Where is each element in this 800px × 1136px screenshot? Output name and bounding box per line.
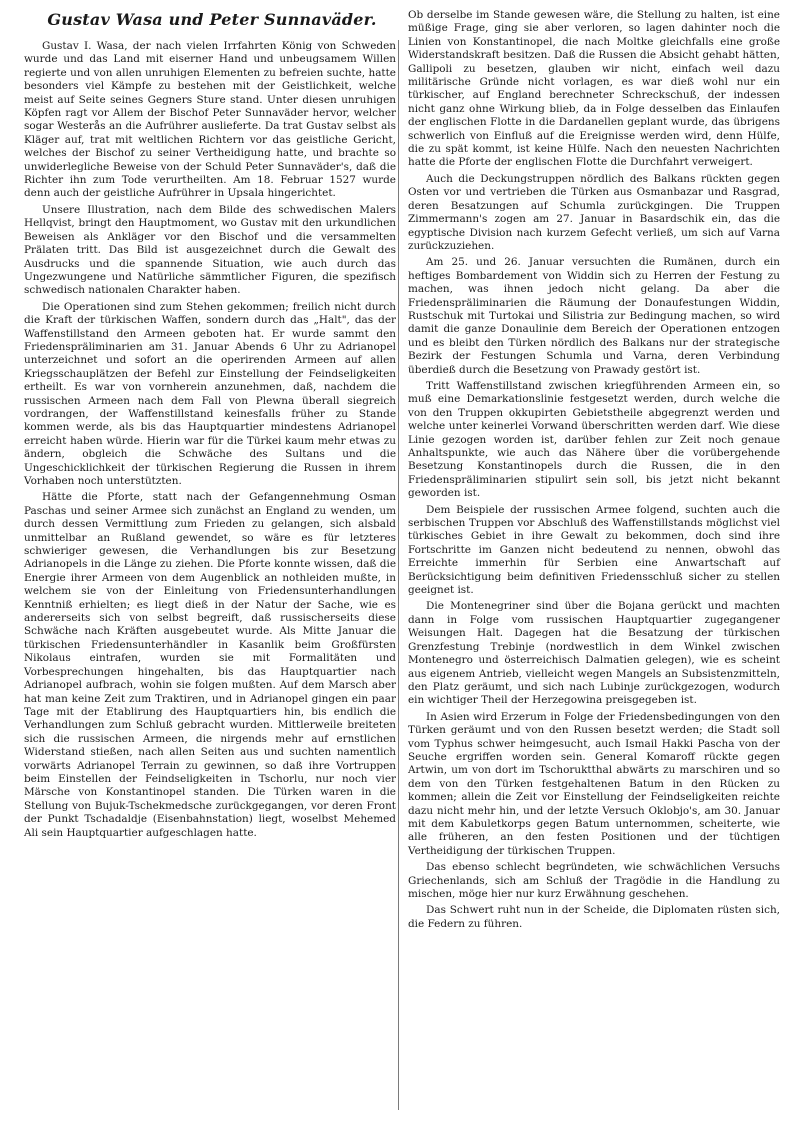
paragraph: Die Operationen sind zum Stehen gekommen; freilich nicht durch die Kraft der türkischen Waffen, sondern durch das „Halt", das der Waffenstillstand den Armeen geboten hat. Er wurde sammt den Friedenspräliminarien am 31. Januar Abends 6 Uhr zu Adrianopel unterzeichnet und sofort an die operirenden Armeen auf allen Kriegsschauplätzen der Befehl zur Einstellung der Feindseligkeiten ertheilt. Es war von vornherein anzunehmen, daß, nachdem die russischen Armeen nach dem Fall von Plewna überall siegreich vordrangen, der Waffenstillstand keinesfalls früher zu Stande kommen werde, als bis das Hauptquartier mindestens Adrianopel erreicht haben würde. Hierin war für die Türkei kaum mehr etwas zu ändern, obgleich die Schwäche des Sultans und die Ungeschicklichkeit der türkischen Regierung die Russen in ihrem Vorhaben noch unterstützten. xyxy=(24,300,396,487)
paragraph: Unsere Illustration, nach dem Bilde des schwedischen Malers Hellqvist, bringt den Hauptmoment, wo Gustav mit den urkundlichen Beweisen als Ankläger vor den Bischof und die versammelten Prälaten tritt. Das Bild ist ausgezeichnet durch die Gewalt des Ausdrucks und die spannende Situation, wie auch durch das Ungezwungene und Natürliche sämmtlicher Figuren, die spezifisch schwedisch nationalen Charakter haben. xyxy=(24,203,396,297)
paragraph: Hätte die Pforte, statt nach der Gefangennehmung Osman Paschas und seiner Armee sich zunächst an England zu wenden, um durch dessen Vermittlung zum Frieden zu gelangen, sich alsbald unmittelbar an Rußland gewendet, so wäre es für letzteres schwieriger gewesen, die Verhandlungen bis zur Besetzung Adrianopels in die Länge zu ziehen. Die Pforte konnte wissen, daß die Energie ihrer Armeen von dem Augenblick an nothleiden mußte, in welchem sie von der Einleitung von Friedensunterhandlungen Kenntniß erhielten; es liegt dieß in der Natur der Sache, wie es andererseits sich von selbst begreift, daß russischerseits diese Schwäche nach Kräften ausgebeutet wurde. Als Mitte Januar die türkischen Friedensunterhändler in Kasanlik beim Großfürsten Nikolaus eintrafen, wurden sie mit Formalitäten und Vorbesprechungen hingehalten, bis das Hauptquartier nach Adrianopel aufbrach, wohin sie folgen mußten. Auf dem Marsch aber hat man keine Zeit zum Traktiren, und in Adrianopel gingen ein paar Tage mit der Etablirung des Hauptquartiers hin, bis endlich die Verhandlungen zum Schluß gebracht wurden. Mittlerweile breiteten sich die russischen Armeen, die nirgends mehr auf ernstlichen Widerstand stießen, nach allen Seiten aus und suchten namentlich vorwärts Adrianopel Terrain zu gewinnen, so daß ihre Vortruppen beim Einstellen der Feindseligkeiten in Tschorlu, nur noch vier Märsche von Konstantinopel standen. Die Türken waren in die Stellung von Bujuk-Tschekmedsche zurückgegangen, vor deren Front der Punkt Tschadaldje (Eisenbahnstation) liegt, woselbst Mehemed Ali sein Hauptquartier aufgeschlagen hatte. xyxy=(24,491,396,839)
paragraph: Das ebenso schlecht begründeten, wie schwächlichen Versuchs Griechenlands, sich am Schluß der Tragödie in die Handlung zu mischen, möge hier nur kurz Erwähnung geschehen. xyxy=(408,861,780,900)
left-column xyxy=(24,40,396,843)
paragraph: Das Schwert ruht nun in der Scheide, die Diplomaten rüsten sich, die Federn zu führen. xyxy=(408,904,780,930)
paragraph: Am 25. und 26. Januar versuchten die Rumänen, durch ein heftiges Bombardement von Widdin sich zu Herren der Festung zu machen, was ihnen jedoch nicht gelang. Da aber die Friedenspräliminarien die Räumung der Donaufestungen Widdin, Rustschuk mit Turtokai und Silistria zur Bedingung machen, so wird damit die ganze Donaulinie dem Bereich der Operationen entzogen und es bleibt den Türken nördlich des Balkans nur der strategische Bezirk der Festungen Schumla und Varna, deren Verbindung überdieß durch die Besetzung von Prawady gestört ist. xyxy=(408,256,780,376)
paragraph: Die Montenegriner sind über die Bojana gerückt und machten dann in Folge vom russischen Hauptquartier zugegangener Weisungen Halt. Dagegen hat die Besatzung der türkischen Grenzfestung Trebinje (nordwestlich in dem Winkel zwischen Montenegro und österreichisch Dalmatien gelegen), wie es scheint aus eigenem Antrieb, vielleicht wegen Mangels an Subsistenzmitteln, den Platz geräumt, und sich nach Lubinje zurückgezogen, wodurch ein wichtiger Theil der Herzegowina preisgegeben ist. xyxy=(408,600,780,707)
paragraph: Auch die Deckungstruppen nördlich des Balkans rückten gegen Osten vor und vertrieben die Türken aus Osmanbazar und Rasgrad, deren Besatzungen auf Schumla zurückgingen. Die Truppen Zimmermann's zogen am 27. Januar in Basardschik ein, das die egyptische Division nach kurzem Gefecht verließ, um sich auf Varna zurückzuziehen. xyxy=(408,172,780,252)
paragraph: Dem Beispiele der russischen Armee folgend, suchten auch die serbischen Truppen vor Abschluß des Waffenstillstands möglichst viel türkisches Gebiet in ihre Gewalt zu bekommen, doch sind ihre Fortschritte im Ganzen nicht bedeutend zu nennen, obwohl das Erreichte immerhin für Serbien eine Anwartschaft auf Berücksichtigung beim definitiven Friedensschluß sicher zu stellen geeignet ist. xyxy=(408,503,780,597)
right-column xyxy=(408,9,780,934)
column-divider xyxy=(398,40,399,1110)
paragraph: Tritt Waffenstillstand zwischen kriegführenden Armeen ein, so muß eine Demarkationslinie festgesetzt werden, durch welche die von den Truppen okkupirten Gebietstheile abgegrenzt werden und welche unter keinerlei Vorwand überschritten werden darf. Wie diese Linie gezogen worden ist, darüber fehlen zur Zeit noch genaue Anhaltspunkte, wie auch das Nähere über die vorübergehende Besetzung Konstantinopels durch die Russen, die in den Friedenspräliminarien stipulirt sein soll, bis jetzt nicht bekannt geworden ist. xyxy=(408,379,780,500)
article-title: Gustav Wasa und Peter Sunnaväder. xyxy=(47,10,377,29)
paragraph: In Asien wird Erzerum in Folge der Friedensbedingungen von den Türken geräumt und von den Russen besetzt werden; die Stadt soll vom Typhus schwer heimgesucht, auch Ismail Hakki Pascha von der Seuche ergriffen worden sein. General Komaroff rückte gegen Artwin, um von dort im Tschoruktthal abwärts zu marschiren und so dem von den Türken festgehaltenen Batum in den Rücken zu kommen; allein die Zeit vor Einstellung der Feindseligkeiten reichte dazu nicht mehr hin, und der letzte Versuch Oklobjo's, am 30. Januar mit dem Kabuletkorps gegen Batum unternommen, scheiterte, wie alle früheren, an den festen Positionen und der tüchtigen Vertheidigung der türkischen Truppen. xyxy=(408,710,780,857)
paragraph: Ob derselbe im Stande gewesen wäre, die Stellung zu halten, ist eine müßige Frage, ging sie aber verloren, so lagen dahinter noch die Linien von Konstantinopel, die nach Moltke gleichfalls eine große Widerstandskraft besitzen. Daß die Russen die Absicht gehabt hätten, Gallipoli zu besetzen, glauben wir nicht, einfach weil dazu militärische Gründe nicht vorlagen, es war dieß wohl nur ein türkischer, auf England berechneter Schreckschuß, der indessen nicht ganz ohne Wirkung blieb, da in Folge desselben das Einlaufen der englischen Flotte in die Dardanellen geplant wurde, das übrigens schwerlich von Einfluß auf die Ereignisse werden wird, denn Hülfe, die zu spät kommt, ist keine Hülfe. Nach den neuesten Nachrichten hatte die Pforte der englischen Flotte die Durchfahrt verweigert. xyxy=(408,9,780,169)
paragraph: Gustav I. Wasa, der nach vielen Irrfahrten König von Schweden wurde und das Land mit eiserner Hand und unbeugsamem Willen regierte und von allen unruhigen Elementen zu befreien suchte, hatte besonders viel Kämpfe zu bestehen mit der Geistlichkeit, welche meist auf Seite seines Gegners Sture stand. Unter diesen unruhigen Köpfen ragt vor Allem der Bischof Peter Sunnaväder hervor, welcher sogar Westerås an die Aufrührer auslieferte. Da trat Gustav selbst als Kläger auf, trat mit weltlichen Richtern vor das geistliche Gericht, welches der Bischof zu seiner Vertheidigung hatte, und brachte so unwiderlegliche Beweise von der Schuld Peter Sunnaväder's, daß die Richter ihn zum Tode verurtheilten. Am 18. Februar 1527 wurde denn auch der geistliche Aufrührer in Upsala hingerichtet. xyxy=(24,40,396,200)
